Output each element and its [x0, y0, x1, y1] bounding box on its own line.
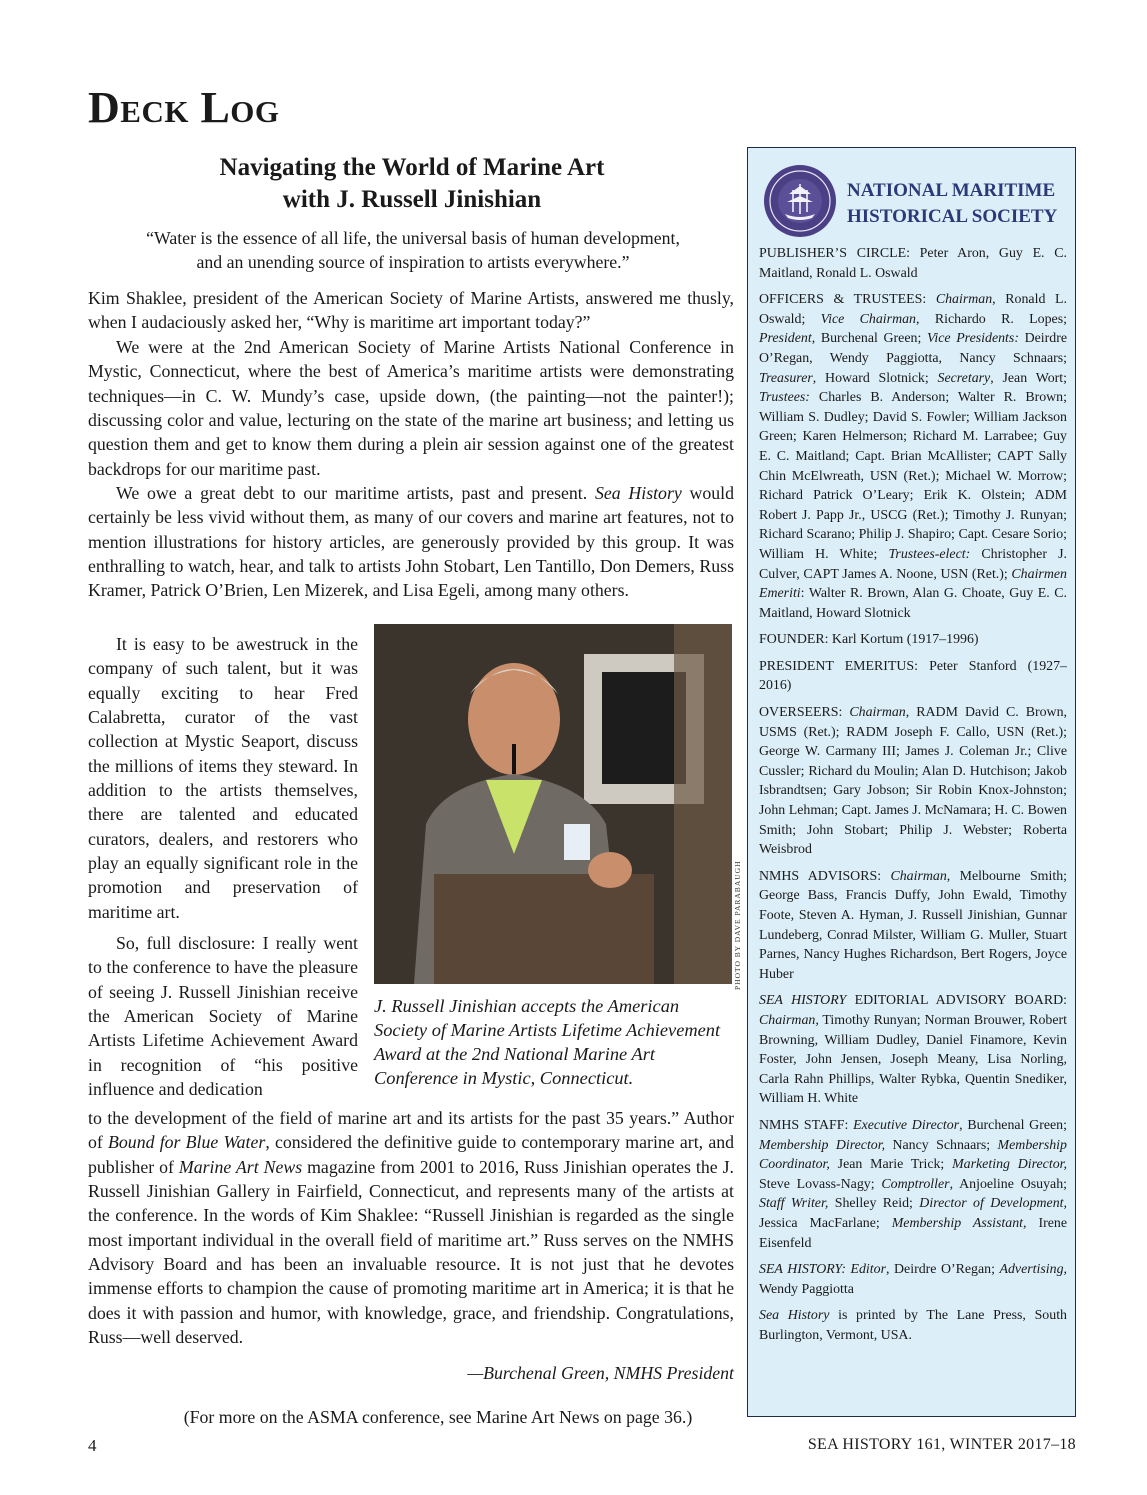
overseers — [759, 703, 1067, 860]
article-paragraph-3 — [88, 481, 734, 603]
nmhs-seal-icon — [763, 164, 837, 238]
founder: FOUNDER: Karl Kortum (1917–1996) — [759, 632, 979, 648]
rich-text-run: is printed by The Lane Press, South Burlington, Vermont, USA. — [759, 1308, 1068, 1343]
advisors-label: NMHS ADVISORS: — [759, 868, 882, 884]
rich-text-run: Chairman — [935, 292, 993, 308]
rich-text-run: Chairman — [849, 705, 906, 721]
rich-text-run: Shelley Reid; — [828, 1196, 920, 1212]
footer-note: (For more on the ASMA conference, see Marine Art News on page 36.) — [183, 1407, 693, 1427]
officers-list — [759, 292, 1067, 621]
photo-credit: PHOTO BY DAVE PARABAUGH — [733, 860, 742, 990]
article-paragraph-4: It is easy to be awestruck in the company of such talent, but it was equally exciting to hear Fred Calabretta, curator of the vast collection at Mystic Seaport, discuss the millions of items they steward. In addition to the artists themselves, there are talented and educated curators, dealers, and restorers who play an equally significant role in the promotion and preservation of maritime art. — [88, 634, 358, 922]
rich-text-run: , Jean Wort; — [990, 370, 1067, 386]
rich-text-run: President — [759, 331, 812, 347]
epigraph-line-1: “Water is the essence of all life, the universal basis of human development, — [146, 228, 680, 248]
rich-text-run: Marketing Director, — [952, 1157, 1067, 1173]
org-name-line-1: NATIONAL MARITIME — [847, 180, 1056, 201]
rich-text-run: Staff Writer, — [759, 1196, 829, 1212]
staff-list — [759, 1118, 1067, 1251]
page-number: 4 — [88, 1436, 97, 1455]
org-name — [847, 178, 1083, 230]
rich-text-run: , Ronald L. Oswald; — [759, 292, 1067, 327]
headline-line-1: Navigating the World of Marine Art — [219, 154, 605, 181]
printer-note — [759, 1306, 1067, 1345]
p5-title-bound-for-blue-water: Bound for Blue Water — [108, 1132, 266, 1153]
rich-text-run: Jean Marie Trick; — [829, 1157, 953, 1173]
speaker-at-podium-photo — [374, 624, 732, 984]
article-paragraph-5a: So, full disclosure: I really went to the conference to have the pleasure of seeing J. Russell Jinishian receive the American Society of Marine Artists Lifetime Achievement Award in recognition of “his positive influence and dedication — [88, 933, 358, 1100]
printer-note-text — [759, 1308, 1067, 1343]
rich-text-run: Comptroller — [881, 1176, 950, 1192]
rich-text-run: Chairman — [890, 868, 947, 884]
p5-text-c: , considered the definitive guide to contemporary marine art, and publisher of — [88, 1132, 734, 1177]
rich-text-run: , RADM David C. Brown, USMS (Ret.); RADM Joseph F. Callo, USN (Ret.); George W. Carmany III; James J. Coleman Jr.; Clive Cussler; Richard du Moulin; Alan D. Hutchison; Jakob Isbrandtsen; Gary Jobson; Sir Robin Knox-Johnston; John Lehman; Capt. James J. McNamara; H. C. Bowen Smith; John Stobart; Philip J. Webster; Roberta Weisbrod — [759, 705, 1067, 858]
rich-text-run: Trustees: — [759, 390, 810, 406]
overseers-list — [759, 705, 1067, 857]
editorial-label: EDITORIAL ADVISORY BOARD: — [854, 993, 1067, 1009]
article-signature: —Burchenal Green, NMHS President — [467, 1363, 734, 1383]
rich-text-run: Trustees-elect: — [888, 546, 971, 562]
rich-text-run: Christopher J. Culver, CAPT James A. Noone, USN (Ret.); — [759, 546, 1067, 582]
rich-text-run: Executive Director — [853, 1117, 960, 1133]
rich-text-run: Charles B. Anderson; Walter R. Brown; William S. Dudley; David S. Fowler; William Jackson Green; Karen Helmerson; Richard M. Larrabee; Guy E. C. Maitland; Capt. Brian McAllister; CAPT Sally Chin McElwreath, USN (Ret.); Michael W. Morrow; Richard Patrick O’Leary; Erik K. Olstein; ADM Robert J. Papp Jr., USCG (Ret.); Timothy J. Runyan; Richard Scarano; Philip J. Shapiro; Capt. Cesare Sorio; William H. White; — [759, 390, 1067, 562]
rich-text-run: SEA HISTORY: Editor — [759, 1262, 887, 1278]
epigraph-line-2: and an unending source of inspiration to artists everywhere.” — [196, 252, 630, 272]
p3-text-a: We owe a great debt to our maritime artists, past and present. — [116, 483, 588, 503]
rich-text-run: Wendy Paggiotta — [759, 1281, 854, 1297]
rich-text-run: Irene Eisenfeld — [759, 1215, 1067, 1251]
sidebar-header — [759, 158, 1067, 244]
rich-text-run: Advertising, — [999, 1262, 1068, 1278]
rich-text-run: Vice Presidents: — [926, 331, 1019, 347]
rich-text-run: , Howard Slotnick; — [812, 370, 938, 386]
rich-text-run: , Anjoeline Osuyah; — [949, 1176, 1067, 1192]
headline-line-2: with J. Russell Jinishian — [282, 186, 542, 213]
rich-text-run: : Walter R. Brown, Alan G. Choate, Guy E. C. Maitland, Howard Slotnick — [759, 586, 1067, 621]
issue-line: SEA HISTORY 161, WINTER 2017–18 — [807, 1436, 1076, 1453]
rich-text-run: Chairmen Emeriti — [759, 566, 1067, 602]
p5-title-marine-art-news: Marine Art News — [178, 1156, 303, 1177]
staff-label: NMHS STAFF: — [759, 1117, 849, 1133]
officers-trustees — [759, 290, 1067, 623]
rich-text-run: Treasurer — [759, 370, 813, 386]
rich-text-run: Jessica MacFarlane; — [759, 1215, 892, 1231]
editorial-label-title: SEA HISTORY — [759, 993, 847, 1009]
rich-text-run: , Burchenal Green; — [959, 1117, 1067, 1133]
rich-text-run: Membership Director, — [759, 1137, 886, 1153]
rich-text-run: Nancy Schnaars; — [885, 1137, 998, 1153]
photo-caption: J. Russell Jinishian accepts the American Society of Marine Artists Lifetime Achievement Award at the 2nd National Marine Art Conference in Mystic, Connecticut. — [374, 996, 721, 1088]
p5-text-b: to the development of the field of marine art and its artists for the past 35 years.” Author of — [88, 1108, 734, 1153]
rich-text-run: Deirdre O’Regan, Wendy Paggiotta, Nancy Schnaars; — [759, 331, 1067, 366]
rich-text-run: Steve Lovass-Nagy; — [759, 1176, 882, 1192]
nmhs-staff — [759, 1116, 1067, 1253]
org-name-line-2: HISTORICAL SOCIETY — [847, 206, 1058, 227]
editorial-advisory-board — [759, 991, 1067, 1109]
rich-text-run: , Richardo R. Lopes; — [916, 311, 1067, 327]
publishers-circle: PUBLISHER’S CIRCLE: Peter Aron, Guy E. C. Maitland, Ronald L. Oswald — [759, 246, 1067, 281]
p3-title-sea-history: Sea History — [594, 483, 682, 503]
rich-text-run: Chairman, — [759, 1012, 819, 1028]
rich-text-run: Timothy Runyan; Norman Brouwer, Robert Browning, William Dudley, Daniel Finamore, Kevin Foster, John Jensen, Joseph Meany, Lisa Norling, Carla Rahn Phillips, Walter Rybka, Quentin Snediker, William H. White — [759, 1012, 1067, 1107]
epigraph-quote — [90, 226, 736, 274]
rich-text-run: , Melbourne Smith; George Bass, Francis Duffy, John Ewald, Timothy Foote, Steven A. Hyman, J. Russell Jinishian, Gunnar Lundeberg, Conrad Milster, William G. Muller, Stuart Parnes, Nancy Hughes Richardson, Bert Rogers, Joyce Huber — [759, 868, 1068, 982]
rich-text-run: Secretary — [937, 370, 991, 386]
article-headline — [88, 152, 736, 216]
rich-text-run: Membership Assistant, — [891, 1215, 1027, 1231]
rich-text-run: Director of Development, — [919, 1196, 1067, 1212]
sea-history-staff — [759, 1260, 1067, 1299]
masthead-sidebar — [747, 147, 1076, 1417]
article-paragraph-2: We were at the 2nd American Society of Marine Artists National Conference in Mystic, Connecticut, where the best of America’s maritime artists were demonstrating techniques—in C. W. Mundy’s case, upside down, (the painting—not the painter!); discussing color and value, lecturing on the state of the marine art business; and letting us question them and get to know them during a plein air session against one of the greatest backdrops for our maritime past. — [88, 337, 734, 479]
rich-text-run: Sea History — [759, 1308, 830, 1324]
p5-text-d: magazine from 2001 to 2016, Russ Jinishian operates the J. Russell Jinishian Gallery in Fairfield, Connecticut, and represents many of the artists at the conference. In the words of Kim Shaklee: “Russell Jinishian is regarded as the single most important individual in the overall field of maritime art.” Russ serves on the NMHS Advisory Board and has been an invaluable resource. It is not just that he devotes immense efforts to champion the cause of promoting maritime art in America; it is that he does it with passion and humor, with knowledge, grace, and friendship. Congratulations, Russ—well deserved. — [88, 1156, 734, 1348]
editorial-list — [759, 1013, 1067, 1106]
article-paragraph-5b — [88, 1106, 734, 1349]
president-emeritus: PRESIDENT EMERITUS: Peter Stanford (1927–2016) — [759, 658, 1067, 694]
nmhs-advisors — [759, 867, 1067, 985]
rich-text-run: Membership Coordinator, — [759, 1137, 1067, 1173]
p3-text-b: would certainly be less vivid without them, as many of our covers and marine art features, not to mention illustrations for history articles, are generously provided by this group. It was enthralling to watch, hear, and talk to artists John Stobart, Len Tantillo, Don Demers, Russ Kramer, Patrick O’Brien, Len Mizerek, and Lisa Egeli, among many others. — [88, 483, 734, 601]
sea-history-staff-list — [759, 1262, 1067, 1297]
advisors-list — [759, 869, 1067, 982]
speaker-photo — [374, 624, 732, 984]
overseers-label: OVERSEERS: — [759, 705, 843, 721]
article-paragraph-1: Kim Shaklee, president of the American Society of Marine Artists, answered me thusly, when I audaciously asked her, “Why is maritime art important today?” — [88, 288, 734, 333]
officers-label: OFFICERS & TRUSTEES: — [759, 292, 927, 308]
rich-text-run: , Deirdre O’Regan; — [886, 1262, 1000, 1278]
rich-text-run: Vice Chairman — [820, 311, 916, 327]
section-title: Deck Log — [88, 83, 280, 132]
rich-text-run: , Burchenal Green; — [811, 331, 927, 347]
